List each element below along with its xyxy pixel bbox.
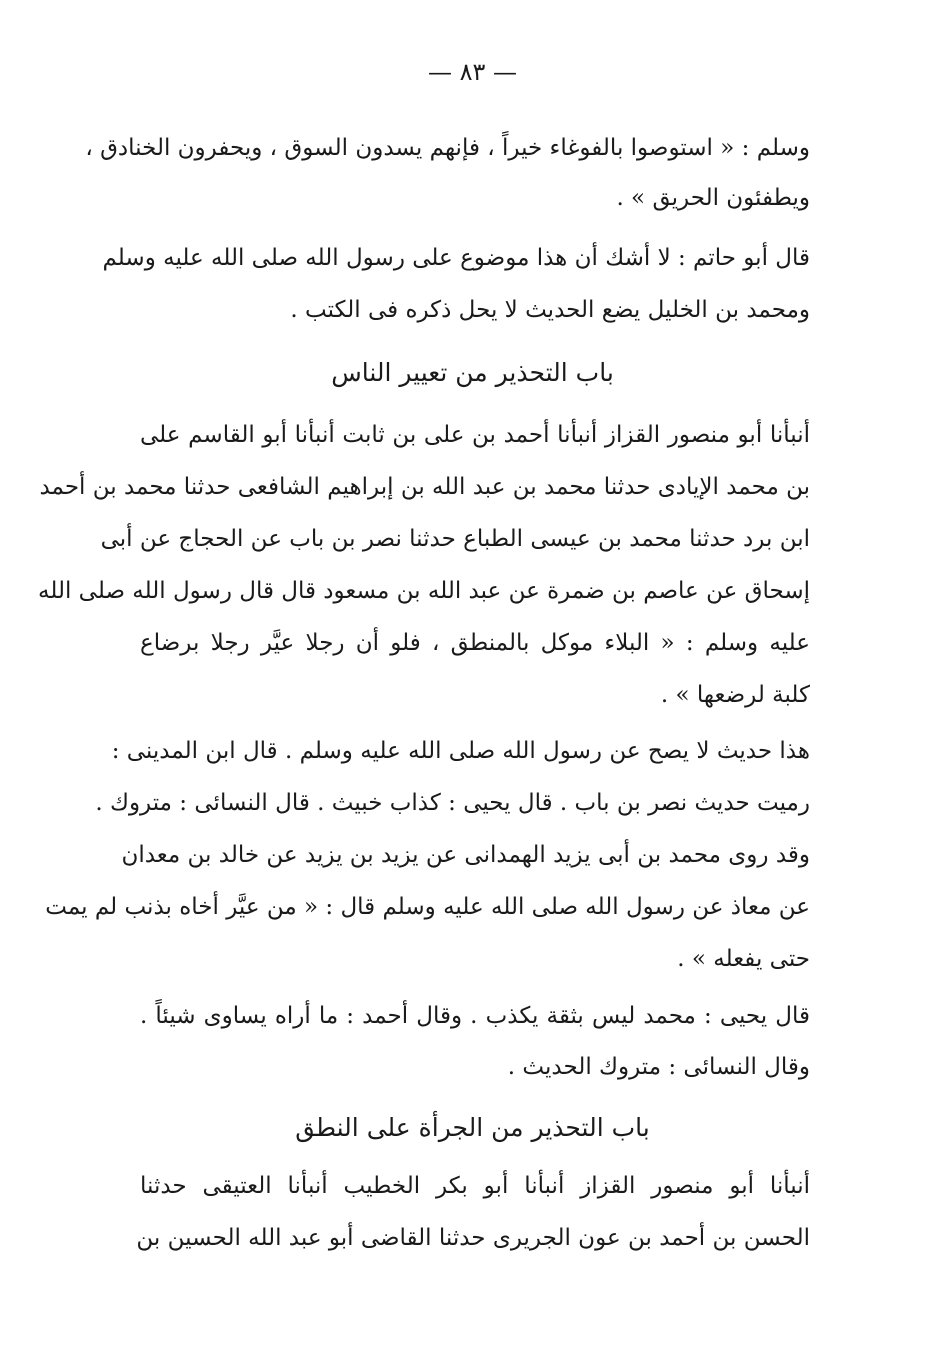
text-line: ومحمد بن الخليل يضع الحديث لا يحل ذكره فى الكتب . — [290, 297, 810, 323]
text-line: هذا حديث لا يصح عن رسول الله صلى الله عليه وسلم . قال ابن المدينى : — [111, 738, 810, 764]
text-line: ابن برد حدثنا محمد بن عيسى الطباع حدثنا نصر بن باب عن الحجاج عن أبى — [100, 526, 810, 552]
text-line: الحسن بن أحمد بن عون الجريرى حدثنا القاضى أبو عبد الله الحسين بن — [136, 1225, 810, 1251]
text-line: بن محمد الإيادى حدثنا محمد بن عبد الله بن إبراهيم الشافعى حدثنا محمد بن أحمد — [39, 474, 810, 500]
text-line: وقد روى محمد بن أبى يزيد الهمدانى عن يزيد بن يزيد عن خالد بن معدان — [121, 842, 810, 868]
text-line: وسلم : « استوصوا بالفوغاء خيراً ، فإنهم يسدون السوق ، ويحفرون الخنادق ، — [85, 135, 810, 161]
text-line: قال يحيى : محمد ليس بثقة يكذب . وقال أحمد : ما أراه يساوى شيئاً . — [140, 1003, 810, 1029]
section-heading: باب التحذير من تعيير الناس — [331, 358, 614, 387]
text-line: رميت حديث نصر بن باب . قال يحيى : كذاب خبيث . قال النسائى : متروك . — [95, 790, 810, 816]
text-line: أنبأنا أبو منصور القزاز أنبأنا أبو بكر الخطيب أنبأنا العتيقى حدثنا — [140, 1173, 810, 1199]
section-heading: باب التحذير من الجرأة على النطق — [295, 1113, 650, 1142]
text-line: وقال النسائى : متروك الحديث . — [507, 1054, 810, 1080]
text-line: ويطفئون الحريق » . — [616, 185, 810, 211]
text-line: قال أبو حاتم : لا أشك أن هذا موضوع على رسول الله صلى الله عليه وسلم — [102, 245, 810, 271]
text-line: عن معاذ عن رسول الله صلى الله عليه وسلم قال : « من عيَّر أخاه بذنب لم يمت — [45, 894, 810, 920]
text-line: إسحاق عن عاصم بن ضمرة عن عبد الله بن مسعود قال قال رسول الله صلى الله — [38, 578, 810, 604]
text-line: عليه وسلم : « البلاء موكل بالمنطق ، فلو أن رجلا عيَّر رجلا برضاع — [140, 630, 810, 656]
text-line: كلبة لرضعها » . — [660, 682, 810, 708]
text-line: أنبأنا أبو منصور القزاز أنبأنا أحمد بن على بن ثابت أنبأنا أبو القاسم على — [140, 422, 810, 448]
page-number: — ٨٣ — — [427, 58, 518, 86]
text-line: حتى يفعله » . — [677, 946, 810, 972]
